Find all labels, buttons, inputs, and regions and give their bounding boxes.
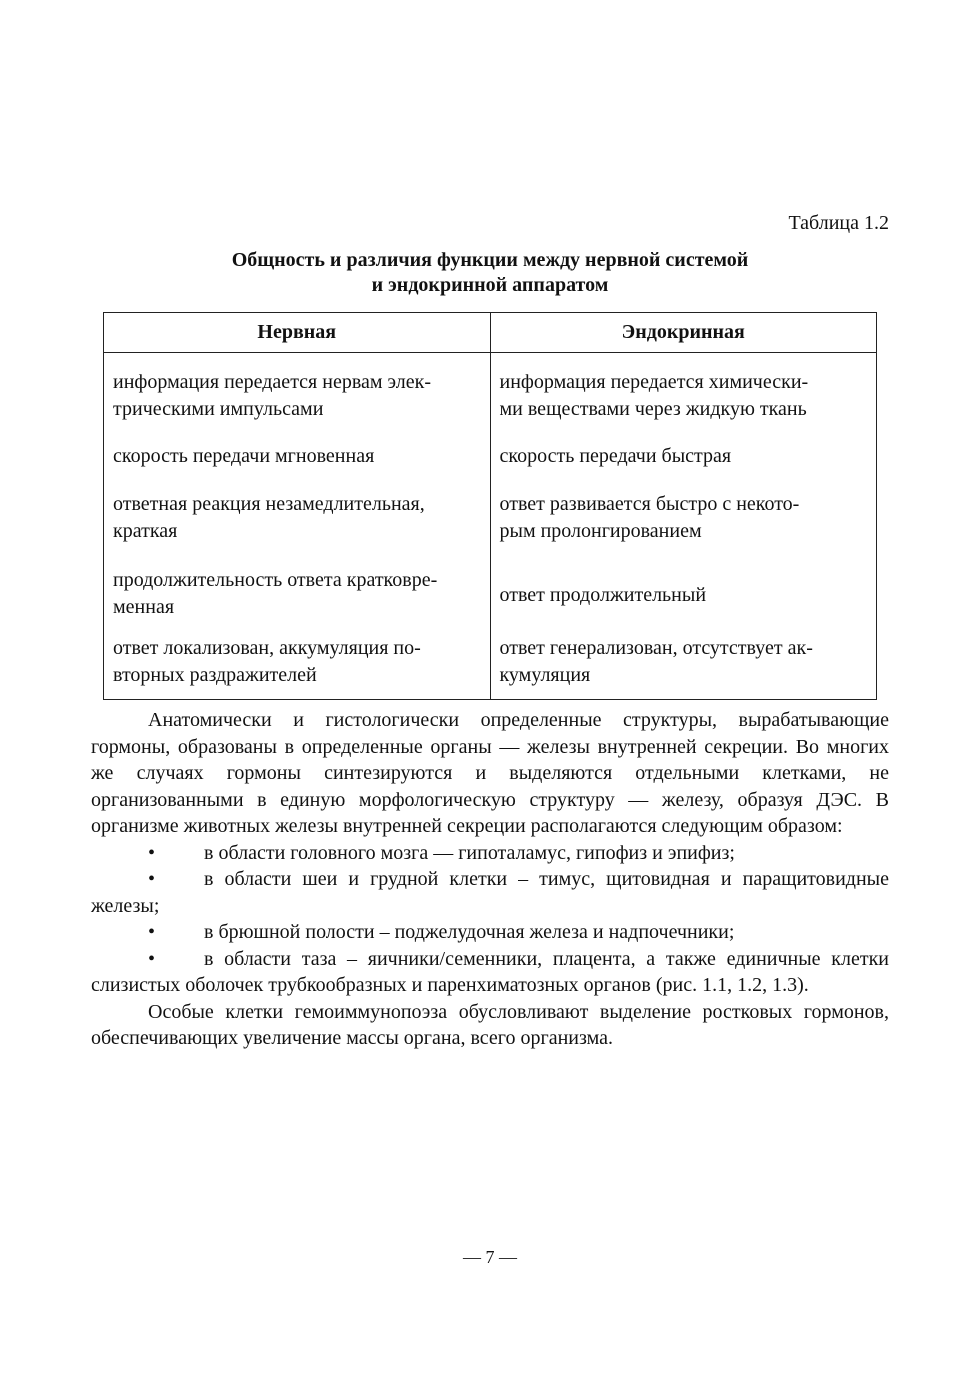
- bullet-icon: •: [148, 947, 156, 970]
- list-item-text: в области головного мозга — гипоталамус, гипофиз и эпифиз;: [204, 841, 735, 864]
- table-title: [91, 248, 889, 298]
- table-cell: [490, 557, 877, 633]
- bullet-icon: •: [148, 841, 156, 864]
- cell-text: скорость передачи мгновенная: [113, 445, 375, 467]
- table-row: [104, 633, 877, 700]
- cell-text: ответ продолжительный: [499, 583, 707, 606]
- table-cell: [490, 435, 877, 483]
- cell-text: ответ генерализован, отсутствует ак- кумуляция: [499, 637, 813, 686]
- page-number: — 7 —: [463, 1247, 517, 1267]
- cell-text: продолжительность ответа кратковре- менная: [113, 569, 438, 618]
- cell-text: информация передается химически- ми веществами через жидкую ткань: [499, 371, 809, 420]
- cell-text: ответная реакция незамедлительная, краткая: [113, 493, 425, 542]
- table-title-line-1: Общность и различия функции между нервной системой: [231, 249, 749, 271]
- table-cell: [104, 435, 491, 483]
- bullet-icon: •: [148, 868, 156, 890]
- list-item: [91, 946, 889, 999]
- table-cell: [490, 633, 877, 700]
- header-endocrine: Эндокринная: [490, 313, 877, 353]
- cell-text: ответ локализован, аккумуляция по- вторных раздражителей: [113, 637, 421, 686]
- table-row: [104, 353, 877, 436]
- document-page: [91, 0, 889, 1386]
- cell-text: информация передается нервам элек- трическими импульсами: [113, 371, 431, 420]
- bullet-icon: •: [148, 921, 156, 943]
- paragraph-intro: Анатомически и гистологически определенные структуры, вырабатывающие гормоны, образованы в определенные органы — железы внутренней секреции. Во многих же случаях гормоны синтезируются и выделяются отдельными клетками, не организованными в единую морфологическую структуру — железу, образуя ДЭС. В организме животных железы внутренней секреции располагаются следующим образом:: [91, 709, 889, 837]
- paragraph-closing: Особые клетки гемоиммунопоэза обусловливают выделение ростковых гормонов, обеспечивающих увеличение массы органа, всего организма.: [91, 1000, 889, 1049]
- list-item-text: в брюшной полости – поджелудочная железа и надпочечники;: [204, 921, 735, 943]
- table-cell: [490, 353, 877, 436]
- list-item: [91, 840, 889, 867]
- cell-text: скорость передачи быстрая: [499, 445, 732, 467]
- table-row: [104, 483, 877, 557]
- table-header-row: [104, 313, 877, 353]
- list-item-text: в области таза – яичники/семенники, плацента, а также единичные клетки слизистых оболочек трубкообразных и паренхиматозных органов (рис. 1.1, 1.2, 1.3).: [91, 947, 889, 996]
- table-cell: [104, 633, 491, 700]
- body-text: [91, 707, 889, 1052]
- table-row: [104, 557, 877, 633]
- comparison-table: [103, 312, 877, 700]
- table-cell: [104, 483, 491, 557]
- header-nervous: Нервная: [104, 313, 491, 353]
- table-title-line-2: и эндокринной аппаратом: [371, 274, 609, 296]
- table-row: [104, 435, 877, 483]
- table-label: Таблица 1.2: [788, 212, 889, 234]
- cell-text: ответ развивается быстро с некото- рым пролонгированием: [499, 493, 800, 542]
- list-item: [91, 866, 889, 919]
- table-cell: [104, 353, 491, 436]
- table-cell: [490, 483, 877, 557]
- list-item: [91, 919, 889, 946]
- list-item-text: в области шеи и грудной клетки – тимус, щитовидная и паращитовидные железы;: [91, 868, 889, 917]
- table-cell: [104, 557, 491, 633]
